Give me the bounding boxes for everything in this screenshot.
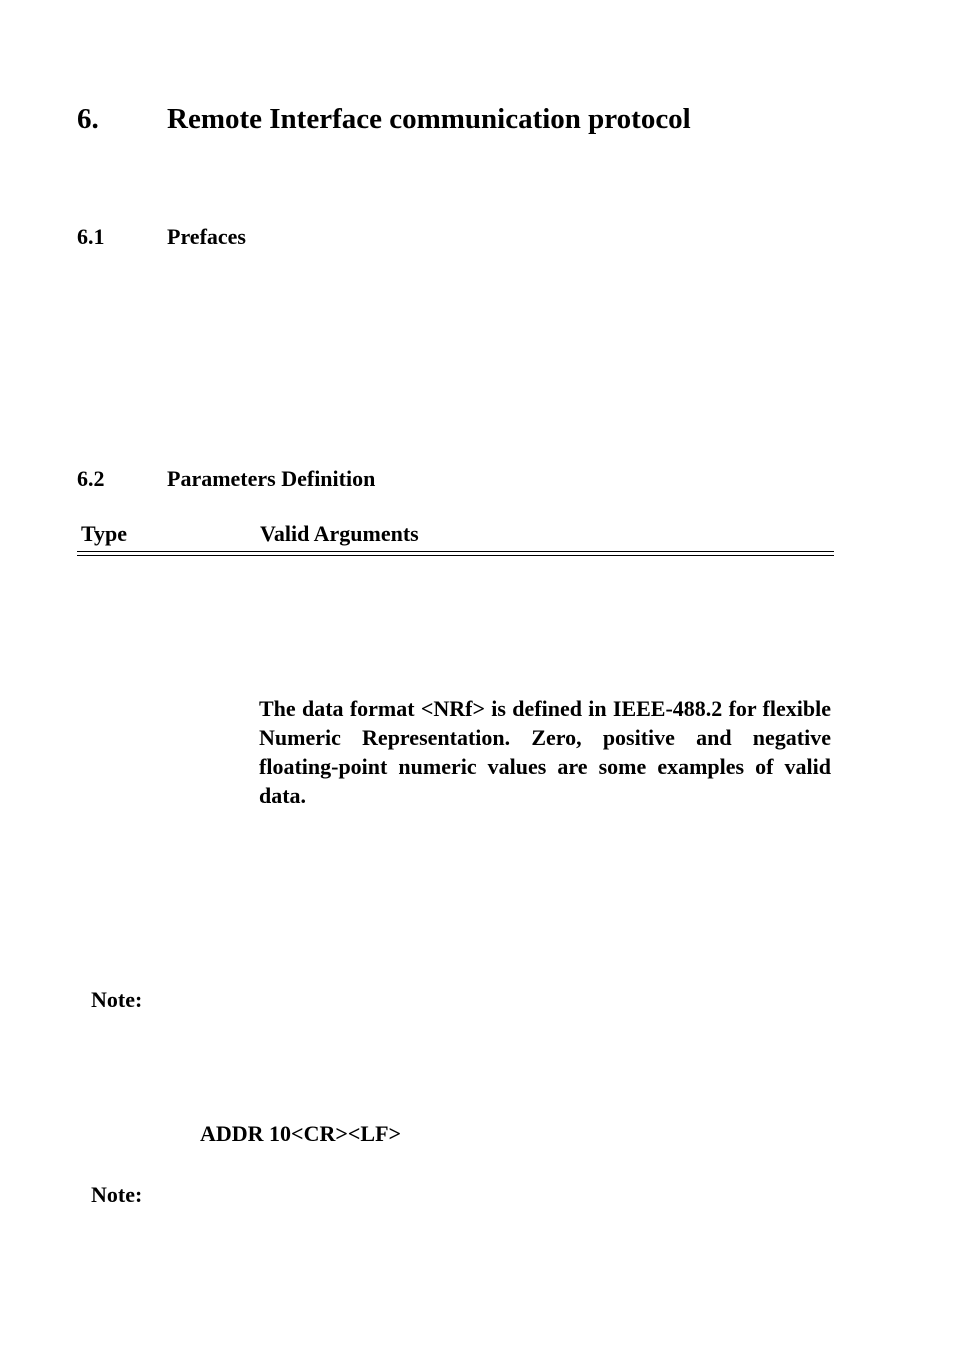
- table-header-rule-top: [77, 551, 834, 552]
- section-6-1-title: Prefaces: [167, 224, 246, 249]
- section-6-title: Remote Interface communication protocol: [167, 103, 691, 135]
- nrf-description-paragraph: The data format <NRf> is defined in IEEE-488.2 for flexible Numeric Representation. Zero, positive and negative floating-point numeric values are some examples of valid data.: [259, 696, 831, 808]
- section-6-number: 6.: [77, 103, 99, 135]
- column-header-type: Type: [81, 521, 128, 546]
- example-command: ADDR 10<CR><LF>: [200, 1121, 402, 1146]
- section-6-2-title: Parameters Definition: [167, 466, 376, 491]
- note-label-1: Note:: [91, 987, 143, 1012]
- column-header-valid-arguments: Valid Arguments: [260, 521, 419, 546]
- table-header-rule-bottom: [77, 555, 834, 556]
- parameters-table-header: [77, 519, 834, 549]
- section-6-1-number: 6.1: [77, 224, 105, 249]
- section-6-2-number: 6.2: [77, 466, 105, 491]
- note-label-2: Note:: [91, 1182, 143, 1207]
